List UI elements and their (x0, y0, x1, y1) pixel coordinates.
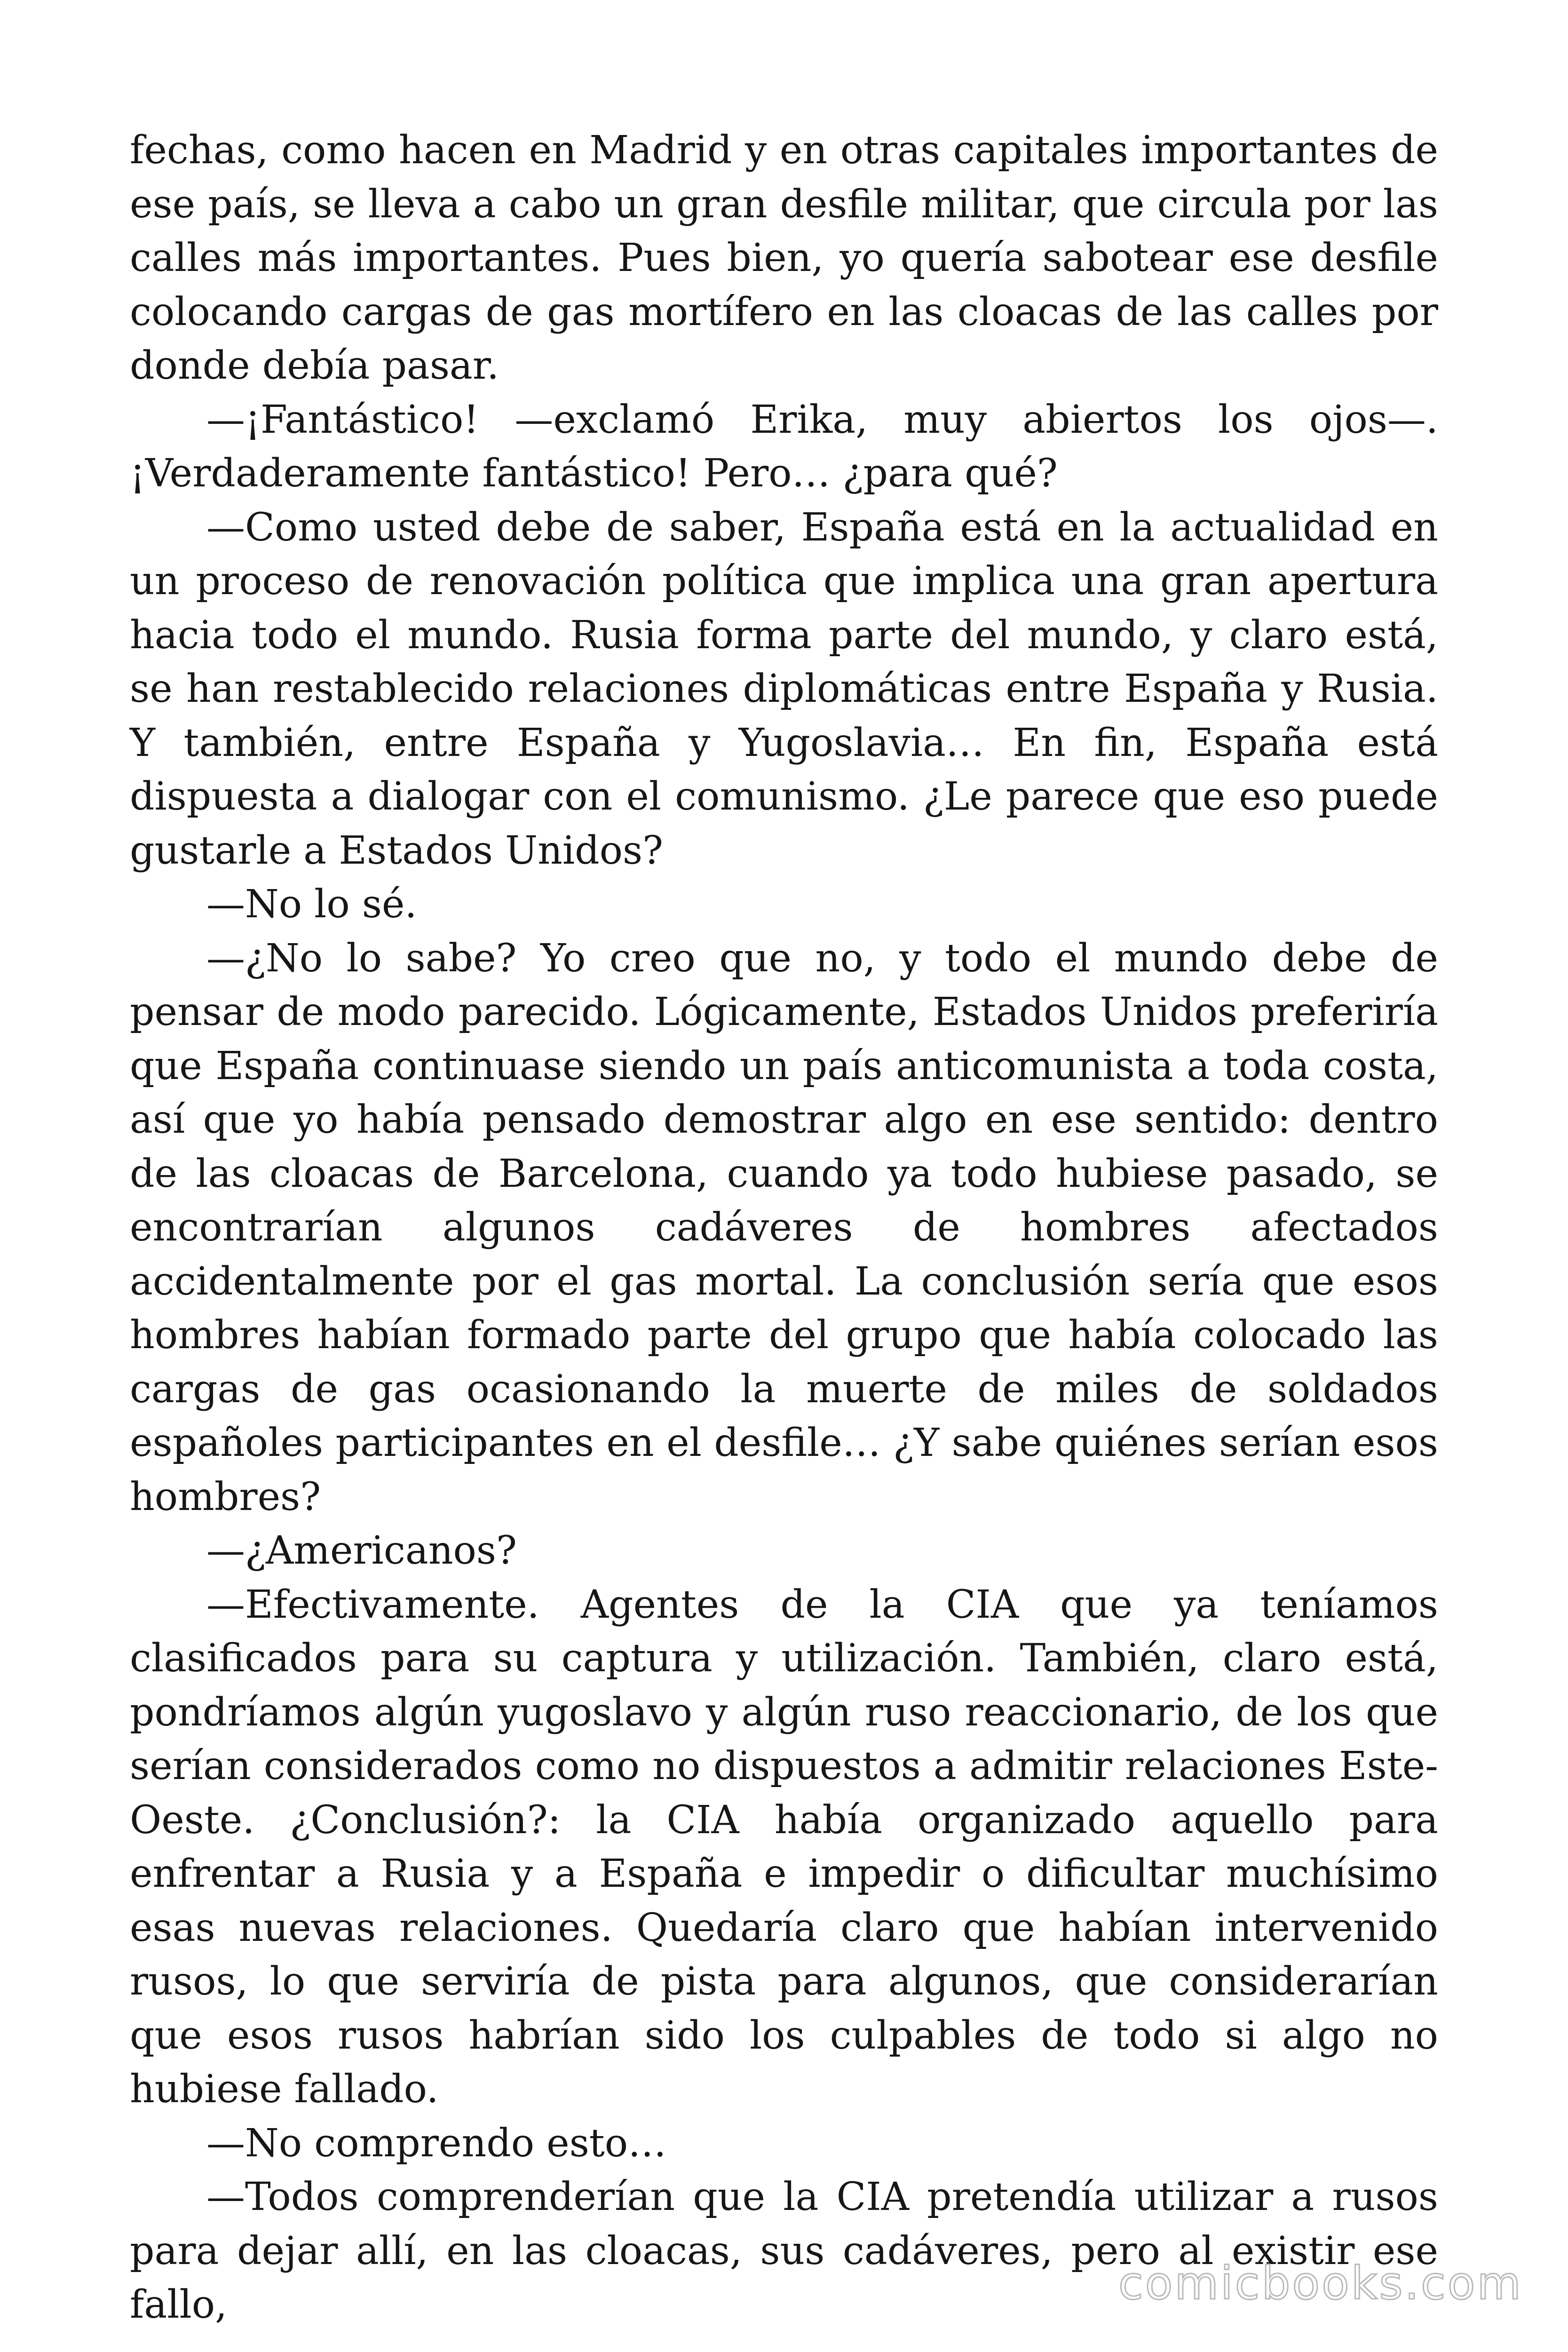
paragraph-dialogue: —No lo sé. (206, 882, 417, 927)
paragraph-continuation: fechas, como hacen en Madrid y en otras capitales importantes de ese país, se lleva a cabo un gran desfile militar, que circula por las calles más importantes. Pues bien, yo quería sabotear ese desfile colocando cargas de gas mortífero en las cloacas de las calles por donde debía pasar. (130, 128, 1438, 388)
paragraph-dialogue: —¡Fantástico! —exclamó Erika, muy abiertos los ojos—. ¡Verdaderamente fantástico! Pero… ¿para qué? (130, 397, 1438, 496)
paragraph-dialogue: —¿No lo sabe? Yo creo que no, y todo el mundo debe de pensar de modo parecido. Lógicamente, Estados Unidos preferiría que España continuase siendo un país anticomunista a toda costa, así que yo había pensado demostrar algo en ese sentido: dentro de las cloacas de Barcelona, cuando ya todo hubiese pasado, se encontrarían algunos cadáveres de hombres afectados accidentalmente por el gas mortal. La conclusión sería que esos hombres habían formado parte del grupo que había colocado las cargas de gas ocasionando la muerte de miles de soldados españoles participantes en el desfile… ¿Y sabe quiénes serían esos hombres? (130, 936, 1438, 1519)
paragraph-dialogue: —Como usted debe de saber, España está en la actualidad en un proceso de renovación política que implica una gran apertura hacia todo el mundo. Rusia forma parte del mundo, y claro está, se han restablecido relaciones diplomáticas entre España y Rusia. Y también, entre España y Yugoslavia… En fin, España está dispuesta a dialogar con el comunismo. ¿Le parece que eso puede gustarle a Estados Unidos? (130, 505, 1438, 873)
paragraph-dialogue: —¿Americanos? (206, 1528, 517, 1573)
site-watermark: comicbooks.com (1118, 2257, 1523, 2310)
paragraph-dialogue: —Efectivamente. Agentes de la CIA que ya teníamos clasificados para su captura y utilización. También, claro está, pondríamos algún yugoslavo y algún ruso reaccionario, de los que serían considerados como no dispuestos a admitir relaciones Este-Oeste. ¿Conclusión?: la CIA había organizado aquello para enfrentar a Rusia y a España e impedir o dificultar muchísimo esas nuevas relaciones. Quedaría claro que habían intervenido rusos, lo que serviría de pista para algunos, que considerarían que esos rusos habrían sido los culpables de todo si algo no hubiese fallado. (130, 1582, 1438, 2112)
paragraph-dialogue: —No comprendo esto… (206, 2121, 667, 2166)
page-text (130, 124, 1438, 2332)
paragraph-dialogue: —Todos comprenderían que la CIA pretendía utilizar a rusos para dejar allí, en las cloacas, sus cadáveres, pero al existir ese fallo, (130, 2175, 1438, 2327)
